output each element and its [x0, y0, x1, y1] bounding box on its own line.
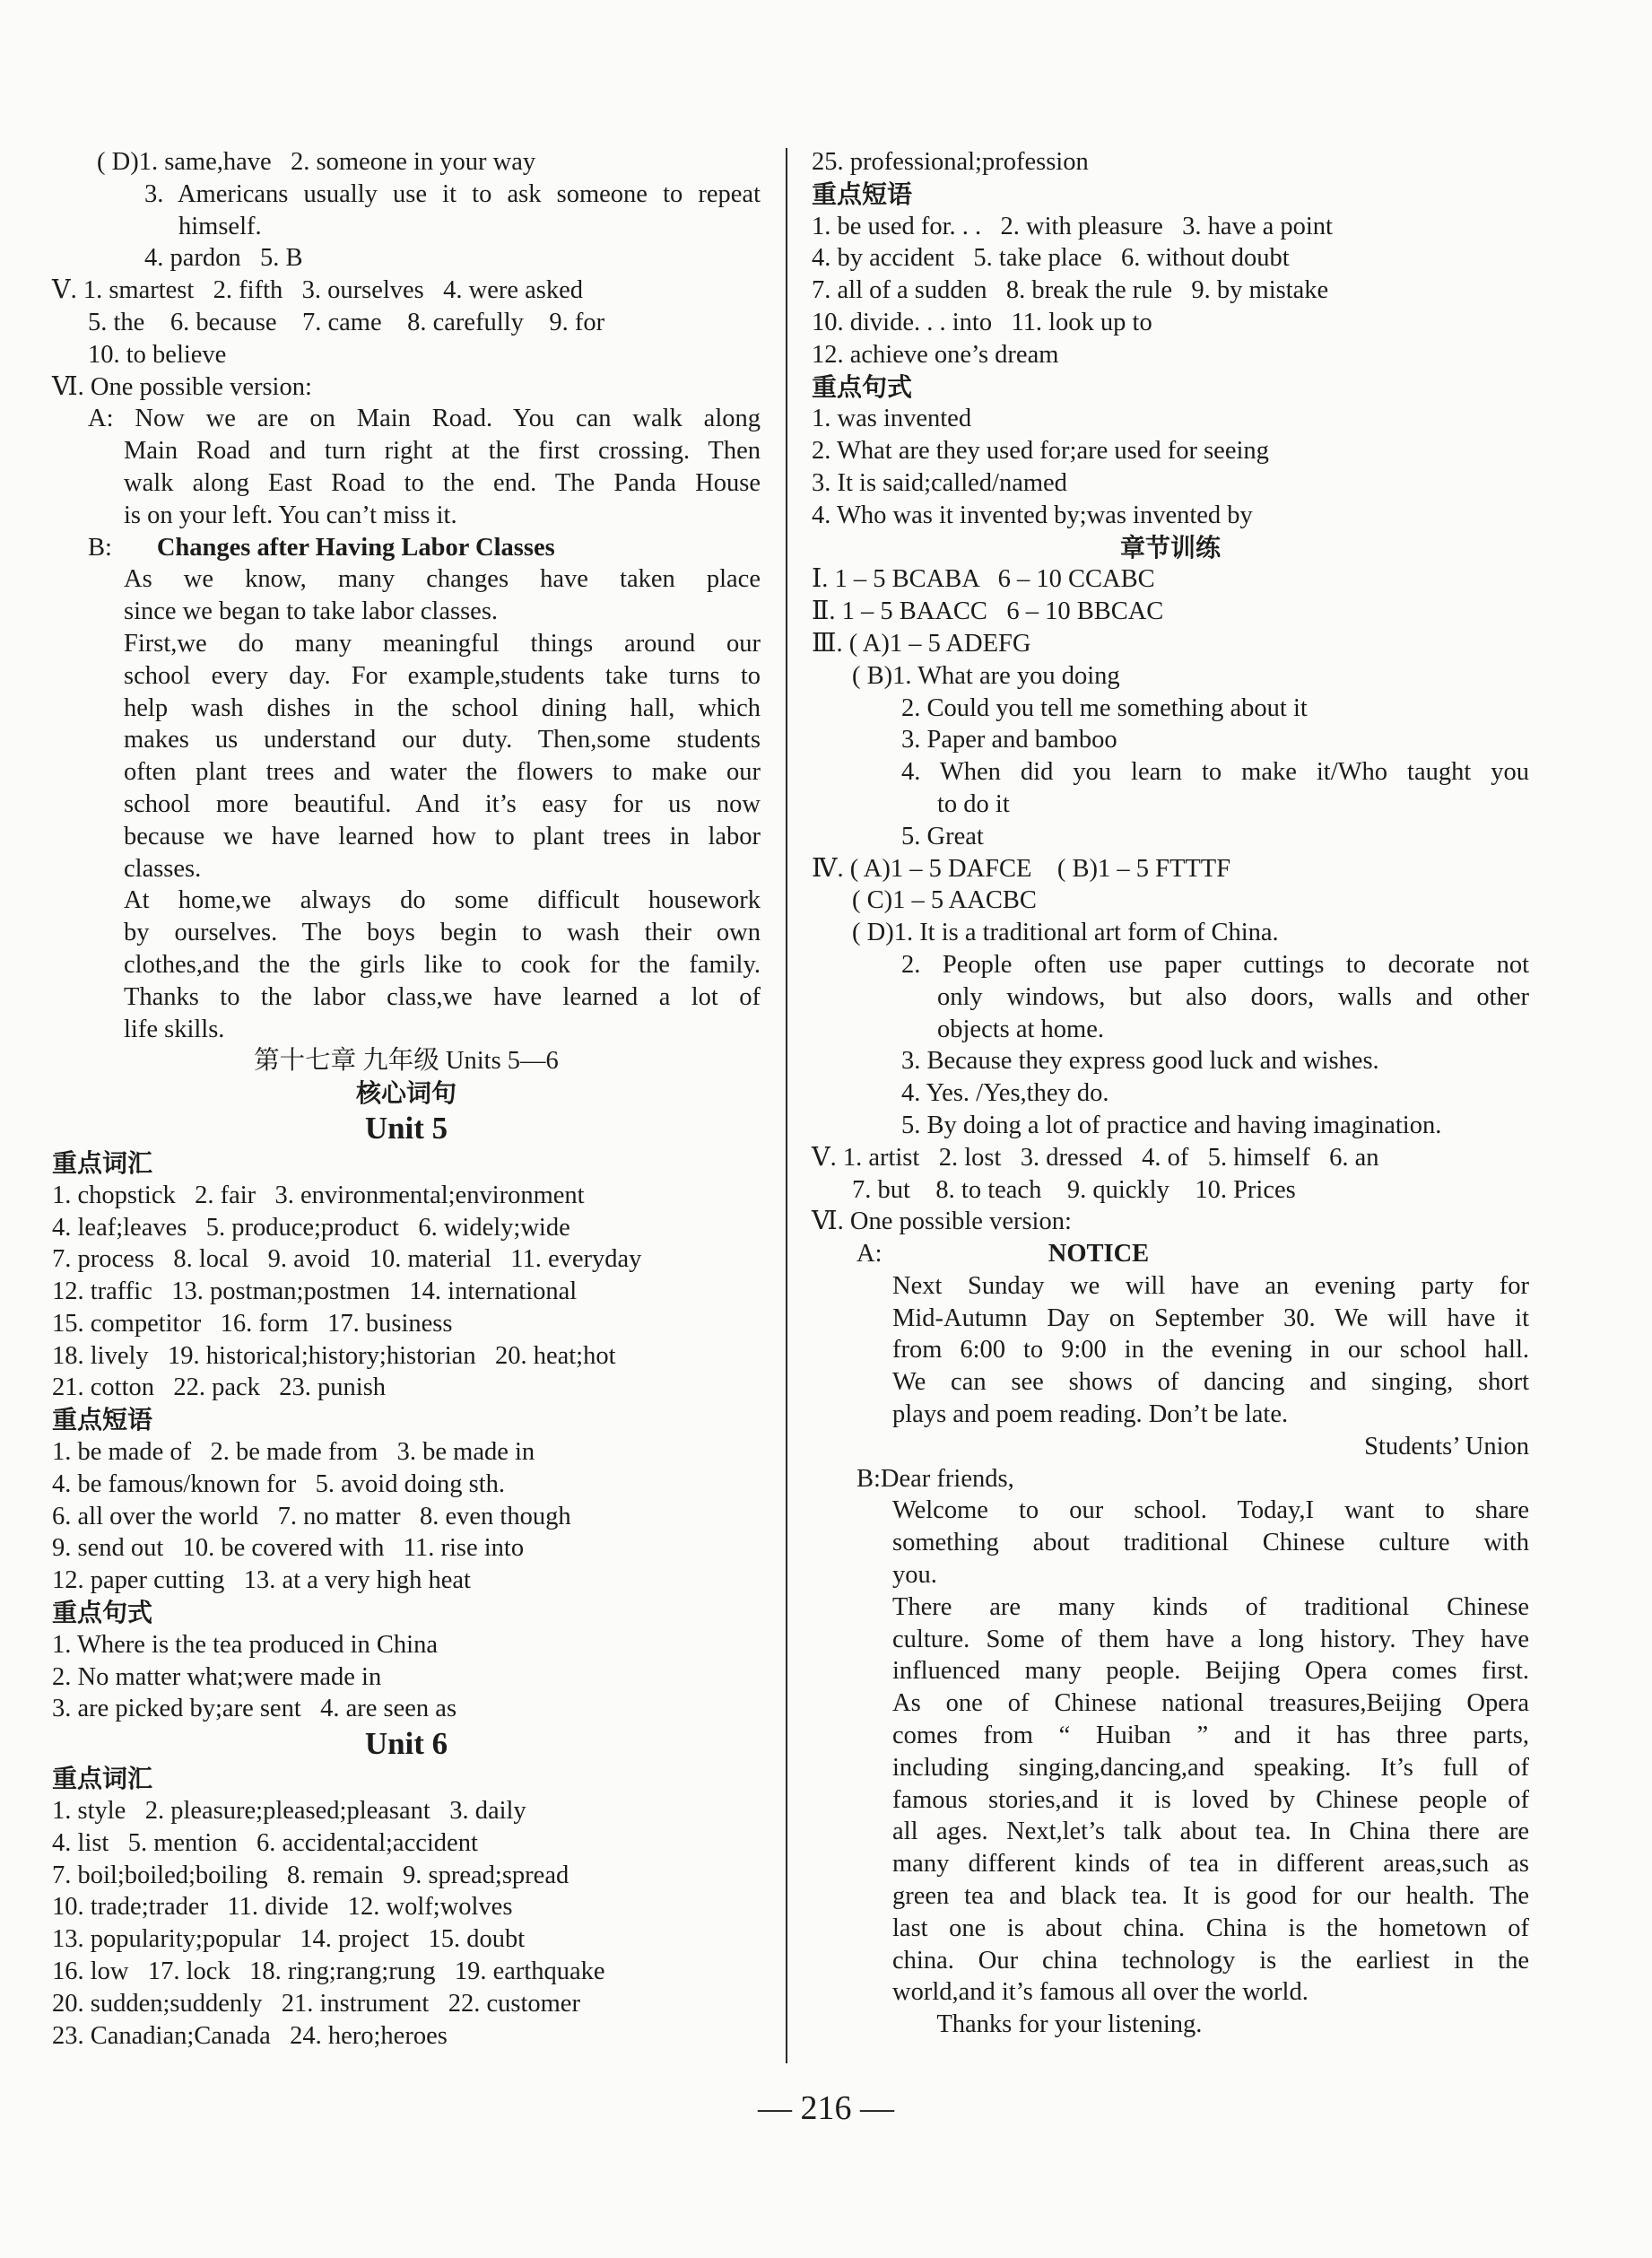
right-line: objects at home.: [937, 1015, 1104, 1043]
bold-heading: Changes after Having Labor Classes: [156, 533, 555, 562]
left-line: 15. competitor 16. form 17. business: [52, 1309, 453, 1338]
left-line: As we know, many changes have taken place: [124, 565, 761, 594]
left-line: 21. cotton 22. pack 23. punish: [52, 1373, 387, 1402]
right-line: 4. by accident 5. take place 6. without doubt: [812, 244, 1290, 273]
left-line: by ourselves. The boys begin to wash their own: [124, 919, 761, 947]
right-line: 1. be used for. . . 2. with pleasure 3. have a point: [812, 212, 1333, 240]
left-line: Unit 6: [364, 1726, 448, 1762]
left-line: classes.: [124, 854, 202, 883]
left-line: 23. Canadian;Canada 24. hero;heroes: [52, 2021, 448, 2050]
left-line: 4. leaf;leaves 5. produce;product 6. widely;wide: [52, 1213, 570, 1242]
column-divider: [786, 148, 787, 2063]
right-line: B:Dear friends,: [856, 1464, 1014, 1493]
left-line: 1. chopstick 2. fair 3. environmental;environment: [52, 1181, 585, 1209]
right-line: only windows, but also doors, walls and other: [937, 982, 1529, 1011]
left-line: makes us understand our duty. Then,some students: [124, 726, 761, 754]
left-line: because we have learned how to plant trees in labor: [124, 822, 761, 850]
left-line: school every day. For example,students take turns to: [124, 661, 761, 690]
right-line: Ⅴ. 1. artist 2. lost 3. dressed 4. of 5. himself 6. an: [812, 1143, 1379, 1172]
right-line: 3. Because they express good luck and wishes.: [901, 1047, 1379, 1076]
left-line: 13. popularity;popular 14. project 15. doubt: [52, 1925, 526, 1954]
right-line: 2. What are they used for;are used for seeing: [812, 437, 1269, 466]
left-line: 18. lively 19. historical;history;historian 20. heat;hot: [52, 1341, 616, 1370]
left-line: A: Now we are on Main Road. You can walk along: [88, 405, 761, 433]
right-line: Thanks for your listening.: [892, 2010, 1203, 2039]
left-line: 7. boil;boiled;boiling 8. remain 9. spread;spread: [52, 1861, 570, 1889]
left-line: 第十七章 九年级 Units 5—6: [254, 1047, 559, 1076]
left-line: school more beautiful. And it’s easy for us now: [124, 789, 761, 818]
page-number: — 216 —: [758, 2089, 894, 2127]
right-line: 重点短语: [812, 179, 913, 209]
right-line: Ⅱ. 1 – 5 BAACC 6 – 10 BBCAC: [812, 597, 1164, 626]
right-line: 5. By doing a lot of practice and having imagination.: [901, 1111, 1442, 1139]
left-line: 3. Americans usually use it to ask someone to repeat: [144, 179, 761, 208]
left-line: 4. pardon 5. B: [144, 244, 303, 273]
right-line: world,and it’s famous all over the world.: [892, 1978, 1309, 2007]
right-line: green tea and black tea. It is good for our health. The: [892, 1882, 1529, 1911]
left-line: 4. be famous/known for 5. avoid doing sth.: [52, 1469, 506, 1498]
right-line: including singing,dancing,and speaking. It’s full of: [892, 1753, 1529, 1782]
left-line: 12. paper cutting 13. at a very high heat: [52, 1566, 471, 1595]
right-line: Welcome to our school. Today,I want to share: [892, 1496, 1529, 1525]
right-line: As one of Chinese national treasures,Beijing Opera: [892, 1689, 1529, 1718]
left-line: help wash dishes in the school dining hall, which: [124, 693, 761, 722]
right-line: Ⅵ. One possible version:: [812, 1207, 1072, 1236]
left-line: walk along East Road to the end. The Panda House: [124, 468, 761, 497]
right-line: 章节训练: [1119, 532, 1221, 562]
left-line: Unit 5: [364, 1110, 448, 1146]
right-line: all ages. Next,let’s talk about tea. In China there are: [892, 1818, 1529, 1846]
right-line: plays and poem reading. Don’t be late.: [892, 1400, 1289, 1429]
left-column: [52, 146, 761, 2052]
right-line: 12. achieve one’s dream: [812, 340, 1059, 369]
left-line: 6. all over the world 7. no matter 8. even though: [52, 1502, 571, 1530]
right-line: culture. Some of them have a long history. They have: [892, 1625, 1529, 1653]
right-line: 2. People often use paper cuttings to decorate not: [901, 950, 1529, 979]
right-line: from 6:00 to 9:00 in the evening in our school hall.: [892, 1336, 1529, 1364]
right-line: comes from “ Huiban ” and it has three parts,: [892, 1722, 1529, 1750]
left-line: 重点词汇: [52, 1764, 153, 1794]
left-line: Ⅴ. 1. smartest 2. fifth 3. ourselves 4. were asked: [52, 276, 584, 305]
right-line: china. Our china technology is the earliest in the: [892, 1946, 1529, 1975]
right-line: 7. but 8. to teach 9. quickly 10. Prices: [852, 1175, 1296, 1204]
right-line: 4. Yes. /Yes,they do.: [901, 1079, 1109, 1108]
right-line: 3. Paper and bamboo: [901, 726, 1117, 754]
right-line: Mid-Autumn Day on September 30. We will have it: [892, 1303, 1529, 1332]
right-line: Students’ Union: [1364, 1432, 1529, 1460]
left-line: 1. style 2. pleasure;pleased;pleasant 3. daily: [52, 1797, 526, 1826]
left-line: 重点短语: [52, 1405, 153, 1435]
left-line: 核心词句: [355, 1078, 456, 1109]
right-line: ( D)1. It is a traditional art form of China.: [852, 919, 1279, 947]
right-line: many different kinds of tea in different areas,such as: [892, 1850, 1529, 1879]
left-line: ( D)1. same,have 2. someone in your way: [97, 148, 536, 176]
right-line: Ⅰ. 1 – 5 BCABA 6 – 10 CCABC: [812, 565, 1155, 594]
right-line: 4. Who was it invented by;was invented by: [812, 501, 1253, 529]
right-line: 重点句式: [812, 371, 913, 402]
right-line: 5. Great: [901, 822, 984, 850]
left-line: 9. send out 10. be covered with 11. rise into: [52, 1534, 525, 1563]
right-line: There are many kinds of traditional Chinese: [892, 1592, 1529, 1621]
right-line: 25. professional;profession: [812, 148, 1089, 176]
left-line: 12. traffic 13. postman;postmen 14. international: [52, 1277, 578, 1306]
right-line: 10. divide. . . into 11. look up to: [812, 308, 1152, 336]
right-line: 3. It is said;called/named: [812, 468, 1067, 497]
left-line: clothes,and the the girls like to cook for the family.: [124, 950, 761, 979]
right-line: influenced many people. Beijing Opera comes first.: [892, 1657, 1529, 1686]
left-line: 7. process 8. local 9. avoid 10. material 11. everyday: [52, 1245, 642, 1274]
left-line: 10. to believe: [88, 340, 227, 369]
left-line: 重点词汇: [52, 1147, 153, 1178]
left-line: At home,we always do some difficult housework: [124, 886, 761, 915]
right-line: something about traditional Chinese culture with: [892, 1529, 1529, 1557]
left-line: B: Changes after Having Labor Classes: [88, 533, 555, 562]
left-line: Ⅵ. One possible version:: [52, 372, 312, 401]
right-line: you.: [892, 1561, 937, 1590]
right-line: 1. was invented: [812, 405, 972, 433]
left-line: Thanks to the labor class,we have learned a lot of: [124, 982, 761, 1011]
right-line: We can see shows of dancing and singing, short: [892, 1368, 1529, 1397]
right-line: 2. Could you tell me something about it: [901, 693, 1308, 722]
right-line: ( B)1. What are you doing: [852, 661, 1120, 690]
left-line: 重点句式: [52, 1598, 153, 1628]
left-line: 4. list 5. mention 6. accidental;accident: [52, 1828, 478, 1857]
right-line: last one is about china. China is the hometown of: [892, 1914, 1529, 1942]
right-line: to do it: [937, 789, 1010, 818]
right-line: Ⅳ. ( A)1 – 5 DAFCE ( B)1 – 5 FTTTF: [812, 854, 1231, 883]
left-line: 5. the 6. because 7. came 8. carefully 9. for: [88, 308, 605, 336]
left-line: himself.: [178, 212, 262, 240]
right-line: A: NOTICE: [856, 1240, 1150, 1268]
right-line: famous stories,and it is loved by Chinese people of: [892, 1785, 1529, 1814]
right-line: Next Sunday we will have an evening party for: [892, 1271, 1529, 1300]
right-column: [812, 146, 1529, 2041]
left-line: life skills.: [124, 1015, 225, 1043]
left-line: Main Road and turn right at the first crossing. Then: [124, 437, 761, 466]
left-line: often plant trees and water the flowers to make our: [124, 758, 761, 787]
left-line: 1. be made of 2. be made from 3. be made in: [52, 1438, 535, 1467]
left-line: First,we do many meaningful things around our: [124, 629, 761, 658]
left-line: 10. trade;trader 11. divide 12. wolf;wolves: [52, 1893, 513, 1922]
left-line: is on your left. You can’t miss it.: [124, 501, 457, 529]
right-line: ( C)1 – 5 AACBC: [852, 886, 1037, 915]
left-line: since we began to take labor classes.: [124, 597, 499, 626]
left-line: 3. are picked by;are sent 4. are seen as: [52, 1695, 457, 1723]
left-line: 1. Where is the tea produced in China: [52, 1630, 439, 1659]
right-line: 7. all of a sudden 8. break the rule 9. by mistake: [812, 276, 1329, 305]
bold-heading: NOTICE: [1048, 1240, 1150, 1268]
left-line: 20. sudden;suddenly 21. instrument 22. customer: [52, 1989, 580, 2018]
left-line: 16. low 17. lock 18. ring;rang;rung 19. earthquake: [52, 1957, 605, 1986]
right-line: Ⅲ. ( A)1 – 5 ADEFG: [812, 629, 1031, 658]
left-line: 2. No matter what;were made in: [52, 1662, 382, 1691]
right-line: 4. When did you learn to make it/Who taught you: [901, 758, 1529, 787]
